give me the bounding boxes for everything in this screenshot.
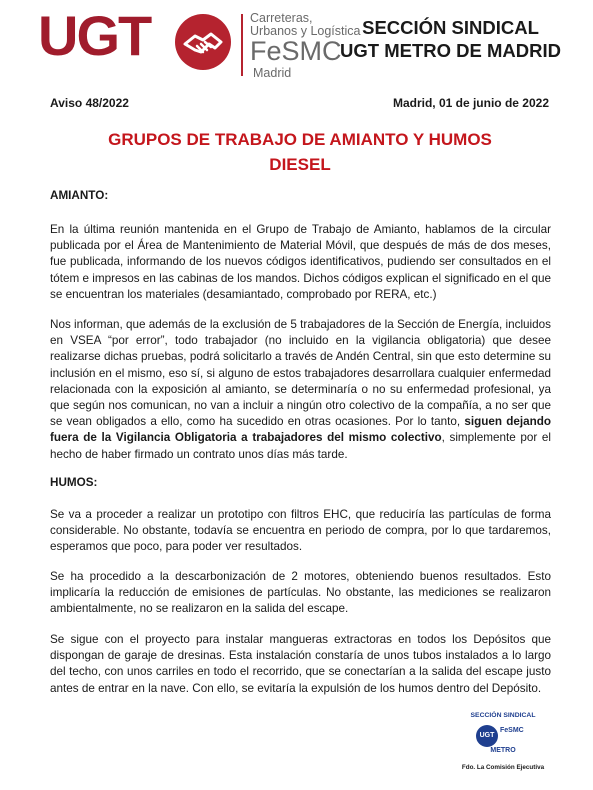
humos-p2-text: Se ha procedido a la descarbonización de 2 motores, obteniendo buenos resultados. Esto implicaría la reducción de emisiones de partículas. No obstante, las mediciones se realizaron ambientalmente, no se realizaron en la salida del escape. <box>50 570 551 616</box>
footer-fesmc: FeSMC <box>500 727 524 734</box>
fesmc-subtitle-1: Carreteras, <box>250 11 313 25</box>
seccion-sindical-heading <box>340 16 561 62</box>
amianto-p2-bold: siguen dejando fuera de la Vigilancia Obligatoria a trabajadores del mismo colectivo <box>50 415 552 445</box>
logo-divider <box>241 14 243 76</box>
amianto-p2-text-b: , simplemente por el hecho de haber firmado un contrato unos días más tarde. <box>50 431 552 461</box>
footer-signature: Fdo. La Comisión Ejecutiva <box>461 764 545 771</box>
humos-p3-text: Se sigue con el proyecto para instalar mangueras extractoras en todos los Depósitos que dispongan de garaje de dresinas. Esta instalación constaría de unos tubos instalados a lo largo del techo, con unos carriles en todo el recorrido, que se conectarían a la salida del escape justo antes de entrar en la nave. Con ello, se evitaría la expulsión de los humos dentro del Depósito. <box>50 633 551 695</box>
amianto-heading: AMIANTO: <box>50 189 109 202</box>
ugt-logo: UGT <box>38 4 151 67</box>
amianto-paragraph-1 <box>50 222 551 303</box>
title-line-1: GRUPOS DE TRABAJO DE AMIANTO Y HUMOS <box>108 130 492 149</box>
humos-p1-text: Se va a proceder a realizar un prototipo con filtros EHC, que reduciría las partículas de forma considerable. No obstante, todavía se encuentra en periodo de compra, por lo que tardaremos, esperamos que poco, para poder ver resultados. <box>50 508 551 554</box>
document-title <box>50 127 550 177</box>
seccion-line-2: UGT METRO DE MADRID <box>340 40 561 61</box>
footer-logo <box>448 723 558 749</box>
amianto-paragraph-2 <box>50 317 551 463</box>
humos-paragraph-3 <box>50 632 551 697</box>
footer-metro: METRO <box>490 747 516 754</box>
amianto-p1-text: En la última reunión mantenida en el Grupo de Trabajo de Amianto, hablamos de la circular publicada por el Área de Mantenimiento de Material Móvil, que después de más de dos meses, fue publicada, informando de los nuevos códigos identificativos, pudiendo ser consultados en el tótem e impresos en las cabinas de los mandos. Dichos códigos explican el significado en el que se encuentran los materiales (desamiantado, comprobado por RERA, etc.) <box>50 223 551 301</box>
footer-seccion: SECCIÓN SINDICAL <box>470 712 536 719</box>
handshake-icon <box>175 14 231 70</box>
fesmc-logo: FeSMC <box>250 36 342 66</box>
fesmc-city: Madrid <box>253 66 292 80</box>
document-date: Madrid, 01 de junio de 2022 <box>392 96 549 110</box>
letterhead <box>0 0 593 92</box>
humos-paragraph-1 <box>50 507 551 556</box>
aviso-number: Aviso 48/2022 <box>50 96 129 110</box>
humos-heading: HUMOS: <box>50 476 98 489</box>
title-line-2: DIESEL <box>269 155 331 174</box>
signature-stamp <box>448 712 558 771</box>
seccion-line-1: SECCIÓN SINDICAL <box>362 17 539 38</box>
amianto-p2-text-a: Nos informan, que además de la exclusión de 5 trabajadores de la Sección de Energía, incluidos en VSEA “por error”, todo trabajador (no incluido en la vigilancia obligatoria) que desee realizarse dichas pruebas, podrá solicitarlo a través de Andén Central, sin que esto determine su inclusión en el mismo, eso sí, si alguno de estos trabajadores desarrollara cualquier enfermedad relacionada con la exposición al amianto, se determinaría o no su enfermedad profesional, ya que según nos comunican, no van a incluir a ningún otro colectivo de la compañía, a no ser que se vean obligados a ello, como ha sucedido en otras ocasiones. Por lo tanto, <box>50 318 551 429</box>
footer-ugt-badge: UGT <box>476 725 498 747</box>
humos-paragraph-2 <box>50 569 551 618</box>
fesmc-subtitle-2: Urbanos y Logística <box>250 24 361 38</box>
